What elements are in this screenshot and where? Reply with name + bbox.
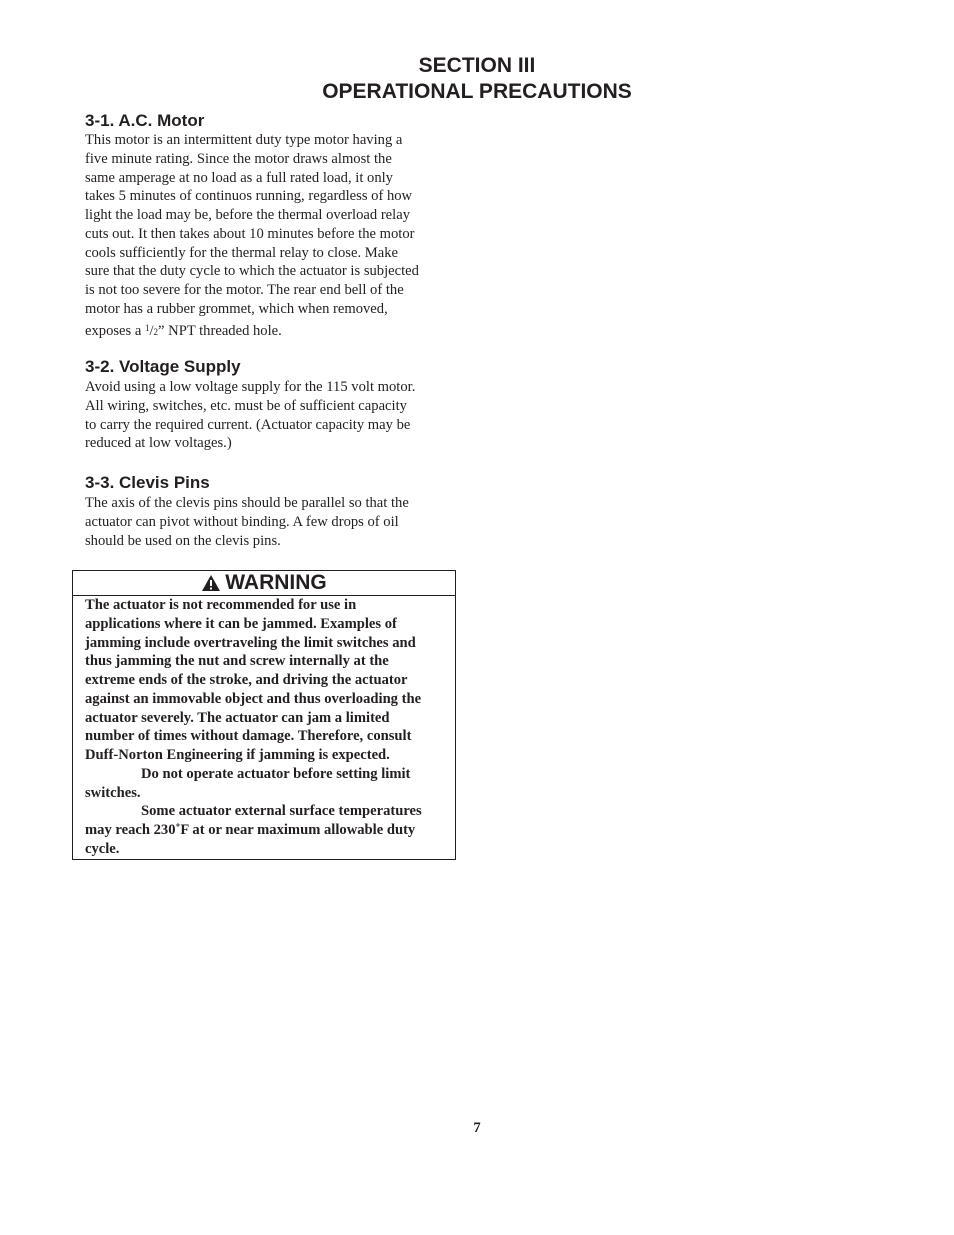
warning-line: The actuator is not recommended for use in: [85, 597, 357, 613]
page-number: 7: [473, 1120, 481, 1136]
motor-paragraph: [85, 131, 453, 341]
fraction-slash: /: [149, 322, 154, 339]
warning-line: applications where it can be jammed. Examples of: [85, 615, 397, 632]
section-title: [0, 53, 954, 105]
warning-title: WARNING: [225, 571, 327, 594]
warning-box: [72, 570, 456, 860]
warning-line: number of times without damage. Therefore, consult: [85, 728, 412, 745]
voltage-heading: 3-2. Voltage Supply: [85, 357, 241, 376]
warning-line: thus jamming the nut and screw internally at the: [85, 653, 389, 670]
fraction-numerator: 1: [144, 322, 150, 333]
section-number: SECTION III: [418, 54, 536, 77]
clevis-paragraph: The axis of the clevis pins should be parallel so that the actuator can pivot without binding. A few drops of oil should be used on the clevis pins.: [85, 495, 409, 549]
section-name: OPERATIONAL PRECAUTIONS: [322, 80, 632, 103]
warning-triangle-icon: [201, 574, 221, 592]
motor-text: This motor is an intermittent duty type motor having a five minute rating. Since the motor draws almost the same amperage at no load as a full rated load, it only takes 5 minutes of continuos running, regardless of how light the load may be, before the thermal overload relay cuts out. It then takes about 10 minutes before the motor cools sufficiently for the thermal relay to close. Make sure that the duty cycle to which the actuator is subjected is not too severe for the motor. The rear end bell of the motor has a rubber grommet, which when removed, exposes a: [85, 132, 419, 339]
warning-line-indented: [85, 802, 451, 821]
warning-line: extreme ends of the stroke, and driving the actuator: [85, 672, 408, 688]
clevis-heading: 3-3. Clevis Pins: [85, 473, 210, 492]
warning-line-text: Do not operate actuator before setting limit: [141, 765, 411, 782]
warning-header: [73, 571, 455, 596]
warning-line: cycle.: [85, 840, 120, 857]
warning-text: [85, 596, 451, 859]
warning-line: against an immovable object and thus overloading the: [85, 690, 422, 707]
motor-text-end: ” NPT threaded hole.: [158, 322, 282, 339]
warning-line-indented: [85, 765, 451, 784]
warning-line: actuator severely. The actuator can jam a limited: [85, 709, 390, 726]
warning-line: jamming include overtraveling the limit switches and: [85, 634, 416, 651]
warning-line-text: Some actuator external surface temperatures: [141, 803, 422, 820]
warning-line: switches.: [85, 784, 141, 801]
voltage-paragraph: Avoid using a low voltage supply for the 115 volt motor. All wiring, switches, etc. must be of sufficient capacity to carry the required current. (Actuator capacity may be reduced at low voltages.): [85, 379, 416, 452]
motor-heading: 3-1. A.C. Motor: [85, 111, 205, 130]
fraction-denominator: 2: [153, 326, 159, 337]
warning-line: Duff-Norton Engineering if jamming is expected.: [85, 747, 390, 763]
warning-line: may reach 230˚F at or near maximum allowable duty: [85, 822, 416, 838]
